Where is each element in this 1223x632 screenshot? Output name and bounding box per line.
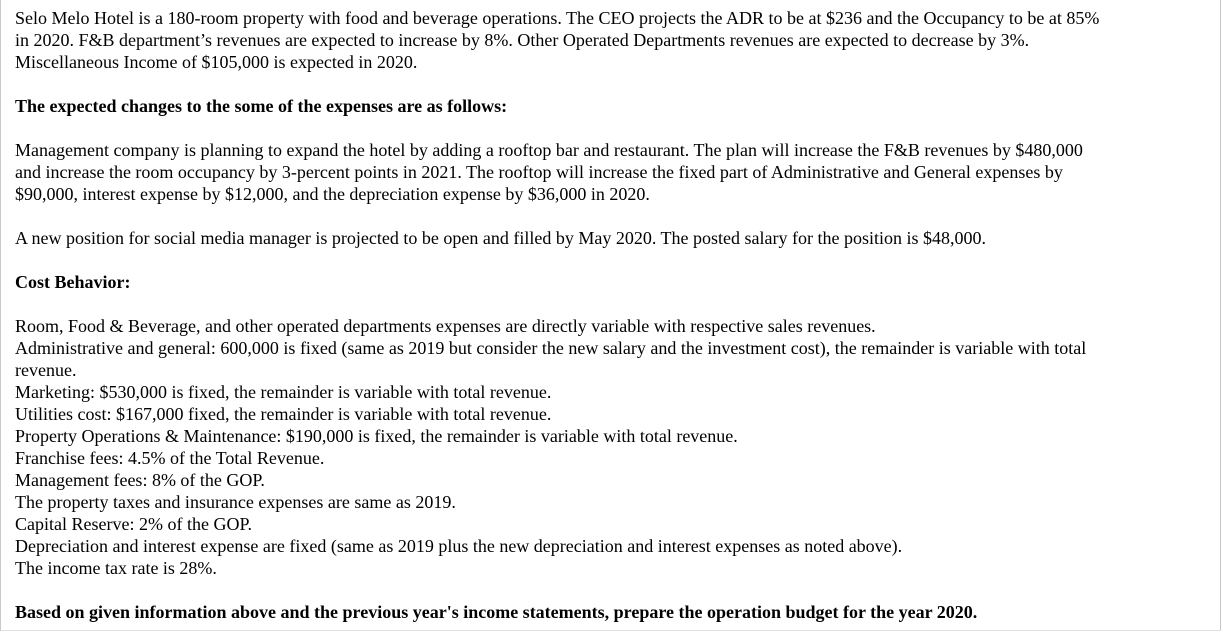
- expenses-heading: The expected changes to the some of the expenses are as follows:: [15, 96, 508, 116]
- cost-item-management-fees: Management fees: 8% of the GOP.: [15, 470, 265, 490]
- cost-item-taxes-insurance: The property taxes and insurance expenses are same as 2019.: [15, 492, 456, 512]
- management-line-1: Management company is planning to expand the hotel by adding a rooftop bar and restaurant. The plan will increase the F&B revenues by $480,000: [15, 140, 1083, 160]
- cost-item-marketing: Marketing: $530,000 is fixed, the remainder is variable with total revenue.: [15, 382, 552, 402]
- task-statement: Based on given information above and the previous year's income statements, prepare the operation budget for the year 2020.: [15, 602, 978, 622]
- management-paragraph: [15, 139, 1211, 205]
- cost-item-admin-line-2: revenue.: [15, 360, 77, 380]
- cost-item-capital-reserve: Capital Reserve: 2% of the GOP.: [15, 514, 252, 534]
- spacer: [15, 117, 1211, 139]
- cost-behavior-heading: Cost Behavior:: [15, 272, 131, 292]
- cost-behavior-list: [15, 315, 1211, 579]
- cost-item-utilities: Utilities cost: $167,000 fixed, the remainder is variable with total revenue.: [15, 404, 552, 424]
- intro-line-2: in 2020. F&B department’s revenues are expected to increase by 8%. Other Operated Departments revenues are expected to decrease by 3%.: [15, 30, 1030, 50]
- intro-paragraph: [15, 7, 1211, 73]
- document-body: [15, 7, 1211, 623]
- intro-line-3: Miscellaneous Income of $105,000 is expected in 2020.: [15, 52, 418, 72]
- management-line-3: $90,000, interest expense by $12,000, and the depreciation expense by $36,000 in 2020.: [15, 184, 650, 204]
- intro-line-1: Selo Melo Hotel is a 180-room property with food and beverage operations. The CEO projects the ADR to be at $236 and the Occupancy to be at 85%: [15, 8, 1100, 28]
- spacer: [15, 579, 1211, 601]
- cost-item-income-tax: The income tax rate is 28%.: [15, 558, 217, 578]
- cost-item-franchise: Franchise fees: 4.5% of the Total Revenue.: [15, 448, 325, 468]
- spacer: [15, 205, 1211, 227]
- cost-item-depreciation: Depreciation and interest expense are fixed (same as 2019 plus the new depreciation and interest expenses as noted above).: [15, 536, 903, 556]
- spacer: [15, 293, 1211, 315]
- cost-item-rooms-fb: Room, Food & Beverage, and other operated departments expenses are directly variable with respective sales revenues.: [15, 316, 876, 336]
- spacer: [15, 249, 1211, 271]
- cost-item-pom: Property Operations & Maintenance: $190,000 is fixed, the remainder is variable with total revenue.: [15, 426, 738, 446]
- management-line-2: and increase the room occupancy by 3-percent points in 2021. The rooftop will increase the fixed part of Administrative and General expenses by: [15, 162, 1063, 182]
- new-position-paragraph: A new position for social media manager is projected to be open and filled by May 2020. The posted salary for the position is $48,000.: [15, 228, 986, 248]
- spacer: [15, 73, 1211, 95]
- cost-item-admin-line-1: Administrative and general: 600,000 is fixed (same as 2019 but consider the new salary and the investment cost), the remainder is variable with total: [15, 338, 1087, 358]
